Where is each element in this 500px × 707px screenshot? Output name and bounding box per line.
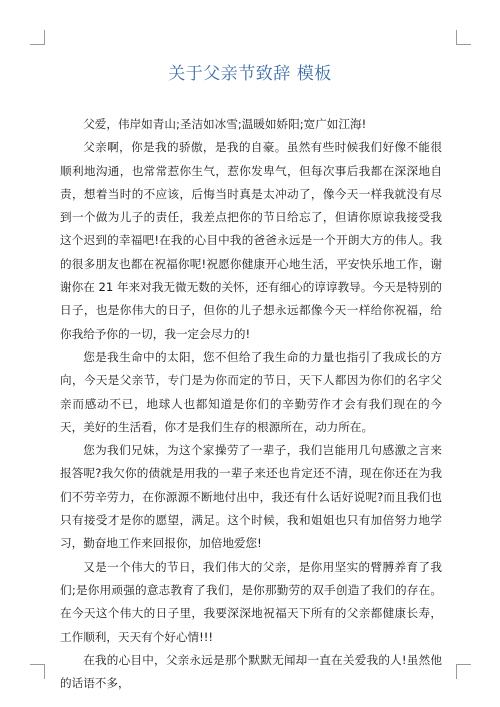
document-body	[60, 113, 442, 695]
paragraph: 又是一个伟大的节日，我们伟大的父亲，是你用坚实的臂膊养育了我们;是你用顽强的意志教育了我们，是你那勤劳的双手创造了我们的存在。在今天这个伟大的日子里，我要深深地祝福天下所有的父亲都健康长寿，工作顺利，天天有个好心情!!!	[60, 559, 442, 644]
paragraph: 在我的心目中，父亲永远是那个默默无闻却一直在关爱我的人!虽然他的话语不多，	[60, 652, 442, 691]
document-title: 关于父亲节致辞 模板	[168, 64, 332, 84]
crop-mark-top-right	[456, 30, 471, 45]
crop-mark-bottom-right	[456, 664, 471, 679]
crop-mark-top-left	[30, 30, 45, 45]
paragraph: 您为我们兄妹，为这个家操劳了一辈子，我们岂能用几句感激之言来报答呢?我欠你的债就是用我的一辈子来还也肯定还不清，现在你还在为我们不劳辛劳力，在你源源不断地付出中，我还有什么话好说呢?而且我们也只有接受才是你的愿望，满足。这个时候，我和姐姐也只有加倍努力地学习，勤奋地工作来回报你，加倍地爱您!	[60, 443, 442, 551]
paragraph: 您是我生命中的太阳，您不但给了我生命的力量也指引了我成长的方向，今天是父亲节，专门是为你而定的节日，天下人都因为你们的名字父亲而感动不已，地球人也都知道是你们的辛勤劳作才会有我们现在的今天，美好的生活看，你才是我们生存的根源所在，动力所在。	[60, 349, 442, 434]
crop-mark-bottom-left	[30, 664, 45, 679]
paragraph: 父爱，伟岸如青山;圣洁如冰雪;温暖如娇阳;宽广如江海!	[83, 117, 367, 131]
paragraph: 父亲啊，你是我的骄傲，是我的自豪。虽然有些时候我们好像不能很顺利地沟通，也常常惹你生气，惹你发卑气，但每次事后我都在深深地自责，想着当时的不应该，后悔当时真是太冲动了，像今天一样我就没有尽到一个做为儿子的责任，我差点把你的节日给忘了，但请你原谅我接受我这个迟到的幸福吧!在我的心目中我的爸爸永远是一个开朗大方的伟人。我的很多朋友也都在祝福你呢!祝愿你健康开心地生活，平安快乐地工作，谢谢你在 21 年来对我无微无数的关怀，还有细心的谆谆教导。今天是特别的日子，也是你伟大的日子，但你的儿子想永远都像今天一样给你祝福，给你我给予你的一切，我一定会尽力的!	[60, 140, 442, 341]
